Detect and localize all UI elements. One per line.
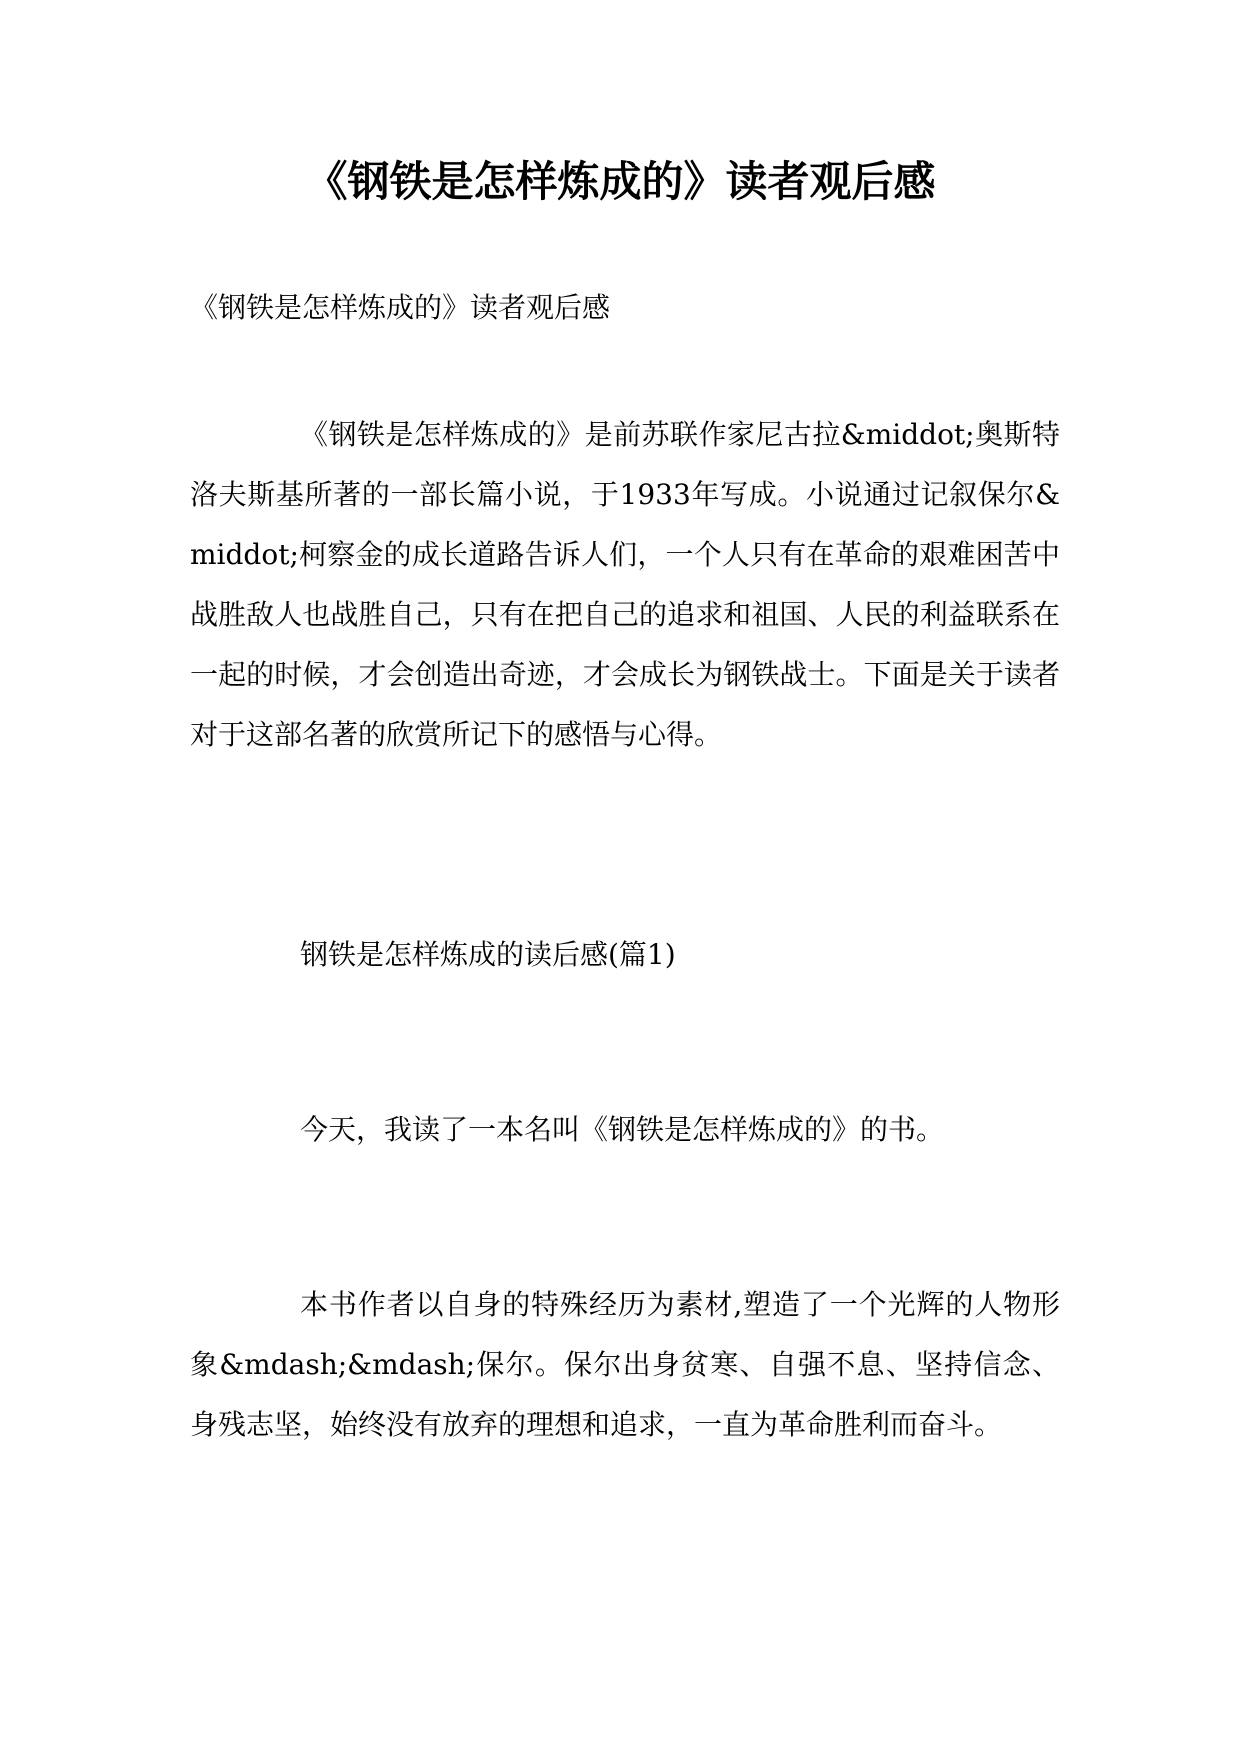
today-paragraph: 今天，我读了一本名叫《钢铁是怎样炼成的》的书。	[300, 1113, 945, 1146]
body-paragraph: 本书作者以自身的特殊经历为素材,塑造了一个光辉的人物形象&mdash;&mdash;保尔。保尔出身贫寒、自强不息、坚持信念、身残志坚，始终没有放弃的理想和追求，一直为革命胜利而奋斗。	[190, 1288, 1060, 1441]
section-heading: 钢铁是怎样炼成的读后感(篇1)	[300, 938, 676, 971]
document-title: 《钢铁是怎样炼成的》读者观后感	[305, 157, 936, 206]
document-subtitle: 《钢铁是怎样炼成的》读者观后感	[190, 291, 611, 324]
intro-paragraph: 《钢铁是怎样炼成的》是前苏联作家尼古拉&middot;奥斯特洛夫斯基所著的一部长篇小说，于1933年写成。小说通过记叙保尔&middot;柯察金的成长道路告诉人们，一个人只有在革命的艰难困苦中战胜敌人也战胜自己，只有在把自己的追求和祖国、人民的利益联系在一起的时候，才会创造出奇迹，才会成长为钢铁战士。下面是关于读者对于这部名著的欣赏所记下的感悟与心得。	[190, 418, 1060, 751]
